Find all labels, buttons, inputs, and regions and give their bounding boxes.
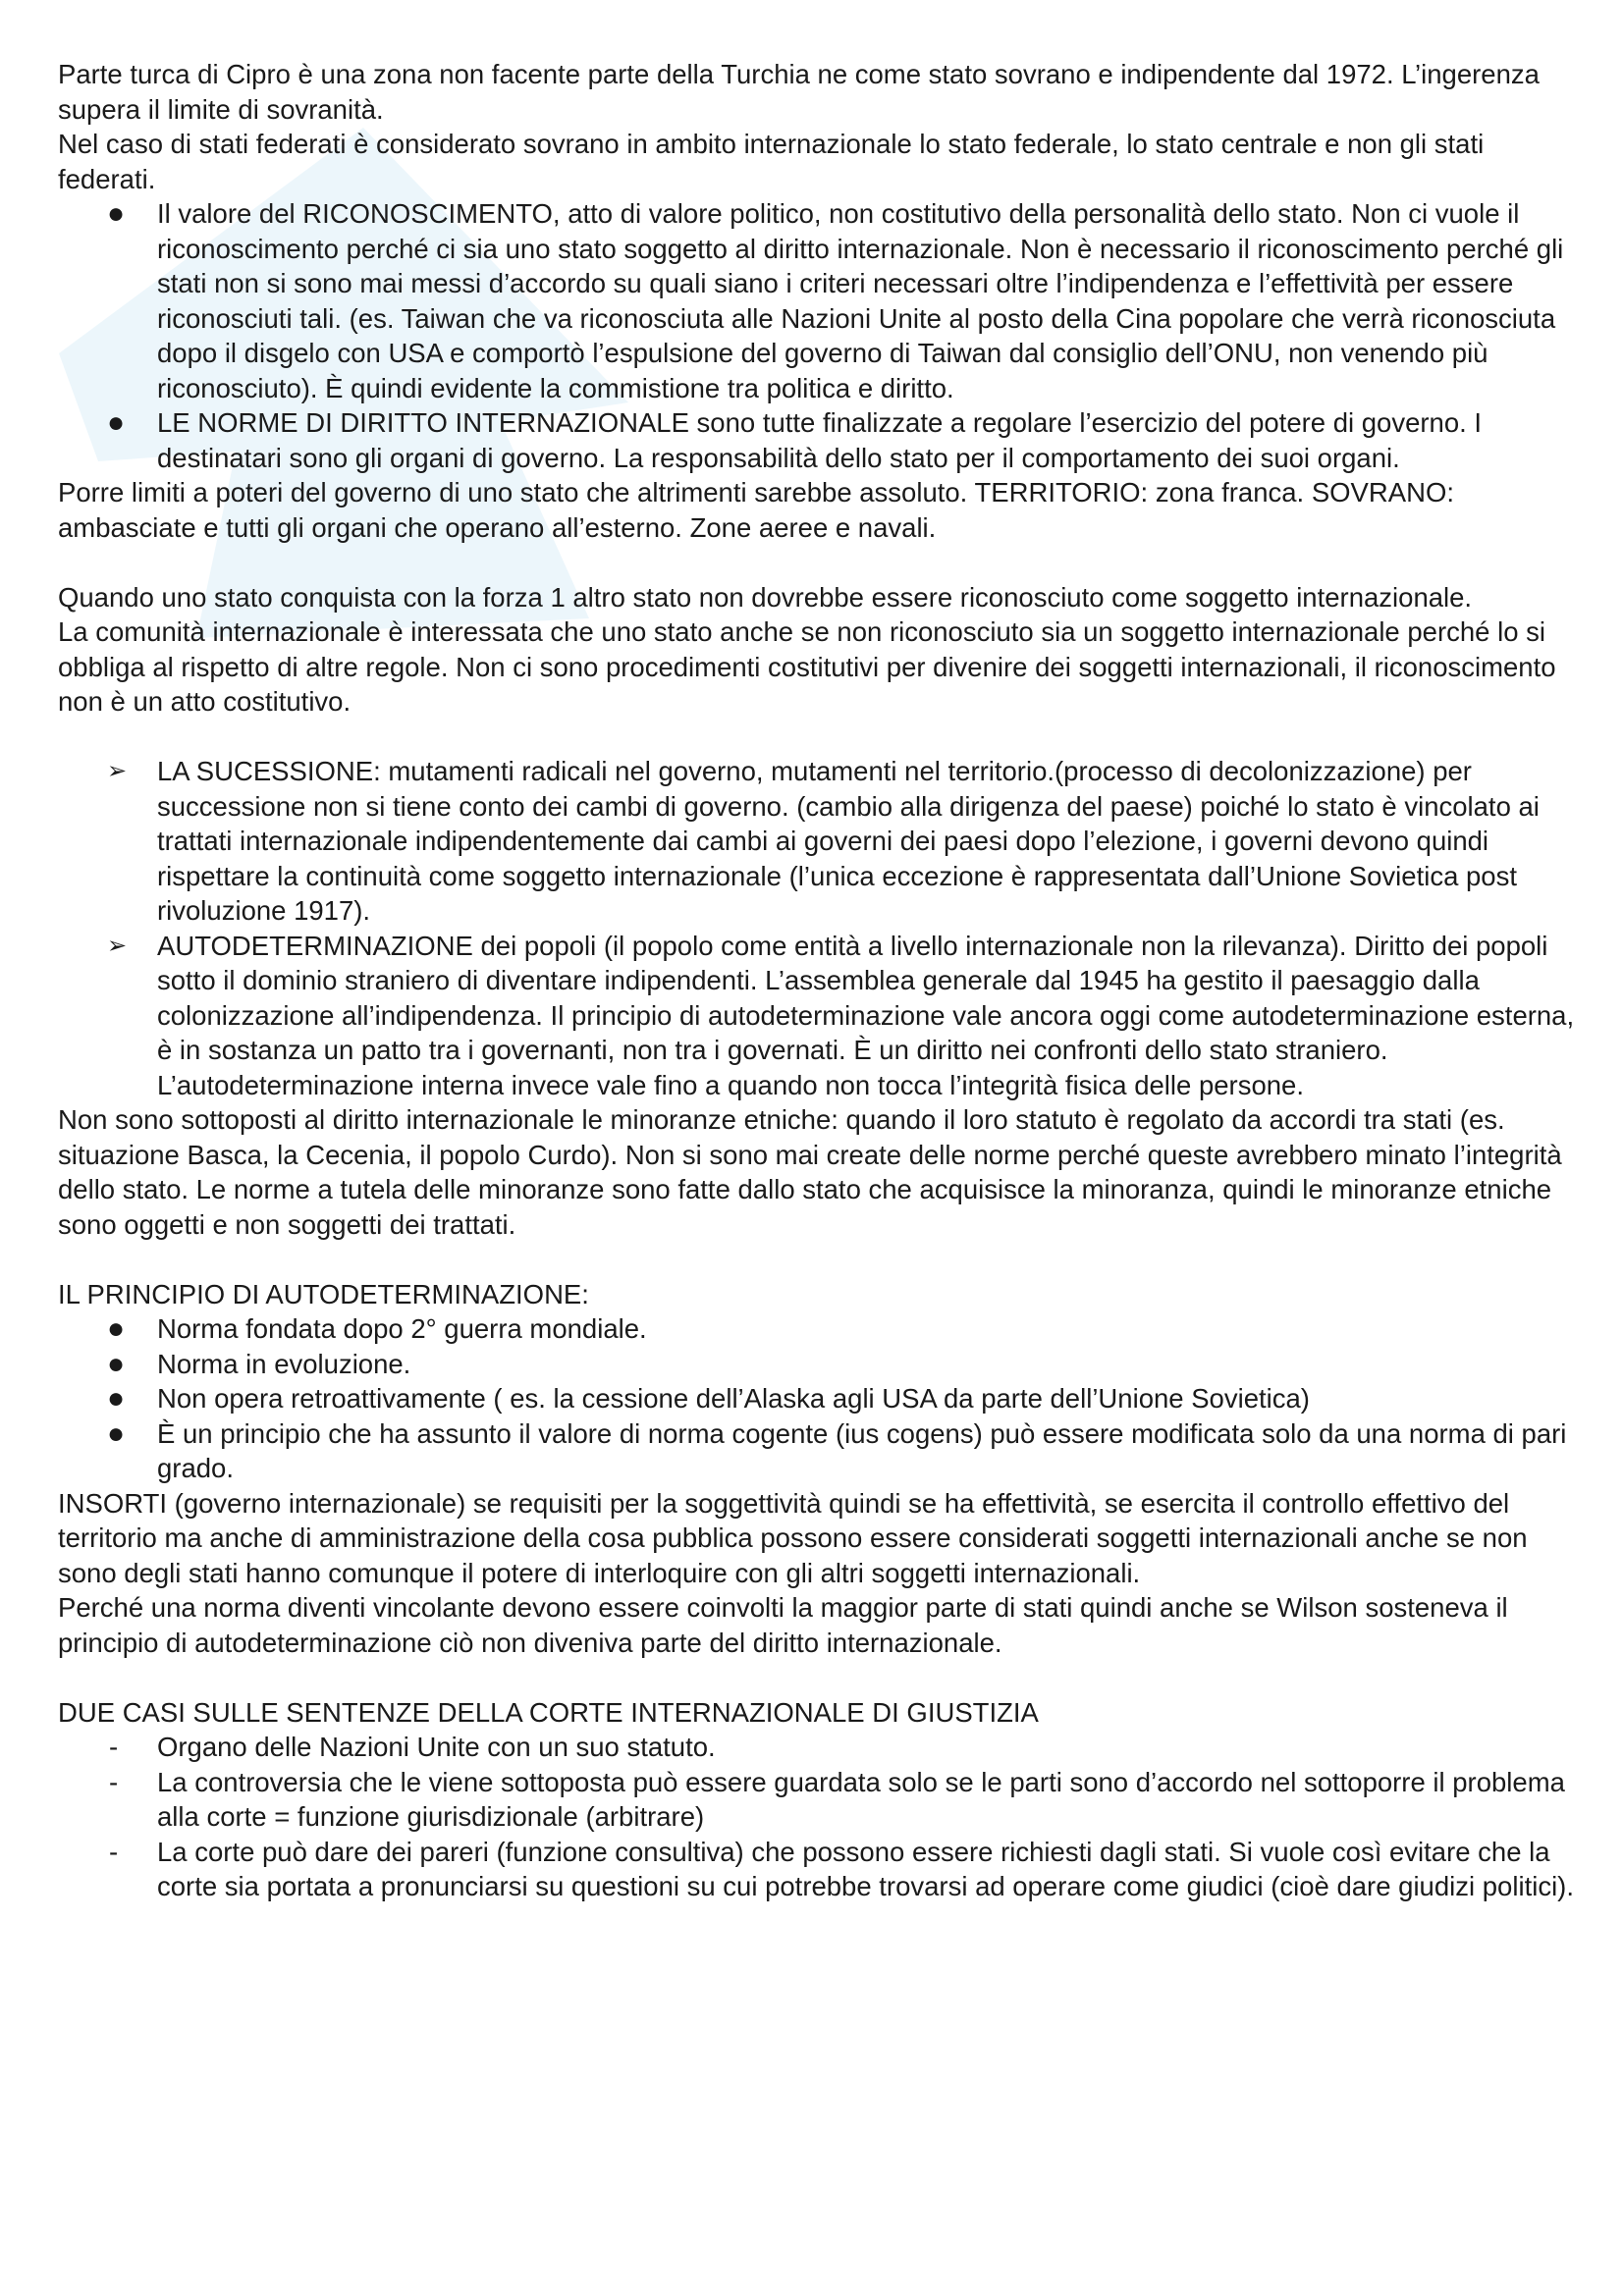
list-item (58, 1311, 1575, 1347)
paragraph-stati-federati: Nel caso di stati federati è considerato sovrano in ambito internazionale lo stato federale, lo stato centrale e non gli stati federati. (58, 129, 1485, 194)
list-item (58, 405, 1575, 475)
paragraph-insorti: INSORTI (governo internazionale) se requisiti per la soggettività quindi se ha effettività, se esercita il controllo effettivo del territorio ma anche di amministrazione della cosa pubblica possono essere considerati soggetti internazionali anche se non sono degli stati hanno comunque il potere di interloquire con gli altri soggetti internazionali. (58, 1487, 1528, 1588)
list-item (58, 754, 1575, 929)
spacer (58, 1242, 1575, 1277)
document-page (58, 57, 1575, 1904)
paragraph-minoranze: Non sono sottoposti al diritto internazionale le minoranze etniche: quando il loro statuto è regolato da accordi tra stati (es. situazione Basca, la Cecenia, il popolo Curdo). Non si sono mai create delle norme perché queste avrebbero minato l’integrità dello stato. Le norme a tutela delle minoranze sono fatte dallo stato che acquisisce la minoranza, quindi le minoranze etniche sono oggetti e non soggetti dei trattati. (58, 1104, 1562, 1240)
bullet-list-autodeterminazione (58, 1311, 1575, 1486)
list-item (58, 1835, 1575, 1904)
arrow-list-successione (58, 754, 1575, 1102)
list-item-text: Non opera retroattivamente ( es. la cessione dell’Alaska agli USA da parte dell’Unione Sovietica) (157, 1383, 1310, 1414)
spacer (58, 720, 1575, 755)
dash-bullet-icon: - (109, 1836, 119, 1867)
paragraph-comunita: La comunità internazionale è interessata che uno stato anche se non riconosciuto sia un soggetto internazionale perché lo si obbliga al rispetto di altre regole. Non ci sono procedimenti costitutivi per divenire dei soggetti internazionali, il riconoscimento non è un atto costitutivo. (58, 616, 1556, 717)
dash-bullet-icon: - (109, 1732, 119, 1762)
list-item-text: La controversia che le viene sottoposta può essere guardata solo se le parti sono d’accordo nel sottoporre il problema alla corte = funzione giurisdizionale (arbitrare) (157, 1766, 1565, 1832)
list-item (58, 1765, 1575, 1835)
list-item-text: È un principio che ha assunto il valore di norma cogente (ius cogens) può essere modificata solo da una norma di pari grado. (157, 1417, 1567, 1483)
bullet-list-riconoscimento (58, 196, 1575, 475)
bullet-icon: ● (107, 1416, 126, 1450)
list-item (58, 1347, 1575, 1382)
bullet-icon: ● (107, 406, 126, 439)
list-item-text: Organo delle Nazioni Unite con un suo statuto. (157, 1732, 716, 1762)
dash-list-corte (58, 1730, 1575, 1904)
list-item-text: La corte può dare dei pareri (funzione consultiva) che possono essere richiesti dagli stati. Si vuole così evitare che la corte sia portata a pronunciarsi su questioni su cui potrebbe trovarsi ad operare come giudici (cioè dare giudizi politici). (157, 1836, 1574, 1901)
dash-bullet-icon: - (109, 1766, 119, 1797)
list-item (58, 1381, 1575, 1416)
list-item (58, 929, 1575, 1103)
arrow-bullet-icon: ➢ (107, 932, 128, 959)
list-item-text: Il valore del RICONOSCIMENTO, atto di valore politico, non costitutivo della personalità dello stato. Non ci vuole il riconoscimento perché ci sia uno stato soggetto al diritto internazionale. Non è necessario il riconoscimento perché gli stati non si sono mai messi d’accordo su quali siano i criteri necessari oltre l’indipendenza e l’effettività per essere riconosciuti tali. (es. Taiwan che va riconosciuta alle Nazioni Unite al posto della Cina popolare che verrà riconosciuta dopo il disgelo con USA e comportò l’espulsione del governo di Taiwan dal consiglio dell’ONU, non venendo più riconosciuto). È quindi evidente la commistione tra politica e diritto. (157, 198, 1564, 403)
bullet-icon: ● (107, 1312, 126, 1345)
paragraph-conquista: Quando uno stato conquista con la forza 1 altro stato non dovrebbe essere riconosciuto come soggetto internazionale. (58, 581, 1473, 613)
list-item-text: LA SUCESSIONE: mutamenti radicali nel governo, mutamenti nel territorio.(processo di decolonizzazione) per successione non si tiene conto dei cambi di governo. (cambio alla dirigenza del paese) poiché lo stato è vincolato ai trattati internazionale indipendentemente dai cambi ai governi dei paesi dopo l’elezione, i governi devono quindi rispettare la continuità come soggetto internazionale (l’unica eccezione è rappresentata dall’Unione Sovietica post rivoluzione 1917). (157, 756, 1540, 926)
list-item-text: LE NORME DI DIRITTO INTERNAZIONALE sono tutte finalizzate a regolare l’esercizio del potere di governo. I destinatari sono gli organi di governo. La responsabilità dello stato per il comportamento dei suoi organi. (157, 407, 1483, 473)
heading-corte: DUE CASI SULLE SENTENZE DELLA CORTE INTERNAZIONALE DI GIUSTIZIA (58, 1696, 1039, 1728)
paragraph-cipro: Parte turca di Cipro è una zona non facente parte della Turchia ne come stato sovrano e indipendente dal 1972. L’ingerenza supera il limite di sovranità. (58, 59, 1540, 125)
list-item (58, 1416, 1575, 1486)
paragraph-norma-vincolante: Perché una norma diventi vincolante devono essere coinvolti la maggior parte di stati quindi anche se Wilson sosteneva il principio di autodeterminazione ciò non diveniva parte del diritto internazionale. (58, 1592, 1508, 1658)
list-item-text: AUTODETERMINAZIONE dei popoli (il popolo come entità a livello internazionale non la rilevanza). Diritto dei popoli sotto il dominio straniero di diventare indipendenti. L’assemblea generale dal 1945 ha gestito il paesaggio dalla colonizzazione all’indipendenza. Il principio di autodeterminazione vale ancora oggi come autodeterminazione esterna, è in sostanza un patto tra i governanti, non tra i governati. È un diritto nei confronti dello stato straniero. L’autodeterminazione interna invece vale fino a quando non tocca l’integrità fisica delle persone. (157, 930, 1575, 1100)
bullet-icon: ● (107, 1382, 126, 1415)
list-item-text: Norma fondata dopo 2° guerra mondiale. (157, 1313, 647, 1344)
spacer (58, 545, 1575, 580)
heading-autodeterminazione: IL PRINCIPIO DI AUTODETERMINAZIONE: (58, 1278, 589, 1309)
paragraph-territorio: Porre limiti a poteri del governo di uno stato che altrimenti sarebbe assoluto. TERRITORIO: zona franca. SOVRANO: ambasciate e tutti gli organi che operano all’esterno. Zone aeree e navali. (58, 477, 1454, 543)
list-item-text: Norma in evoluzione. (157, 1348, 411, 1379)
list-item (58, 1730, 1575, 1765)
bullet-icon: ● (107, 1347, 126, 1380)
list-item (58, 196, 1575, 405)
bullet-icon: ● (107, 197, 126, 230)
spacer (58, 1660, 1575, 1695)
arrow-bullet-icon: ➢ (107, 758, 128, 784)
